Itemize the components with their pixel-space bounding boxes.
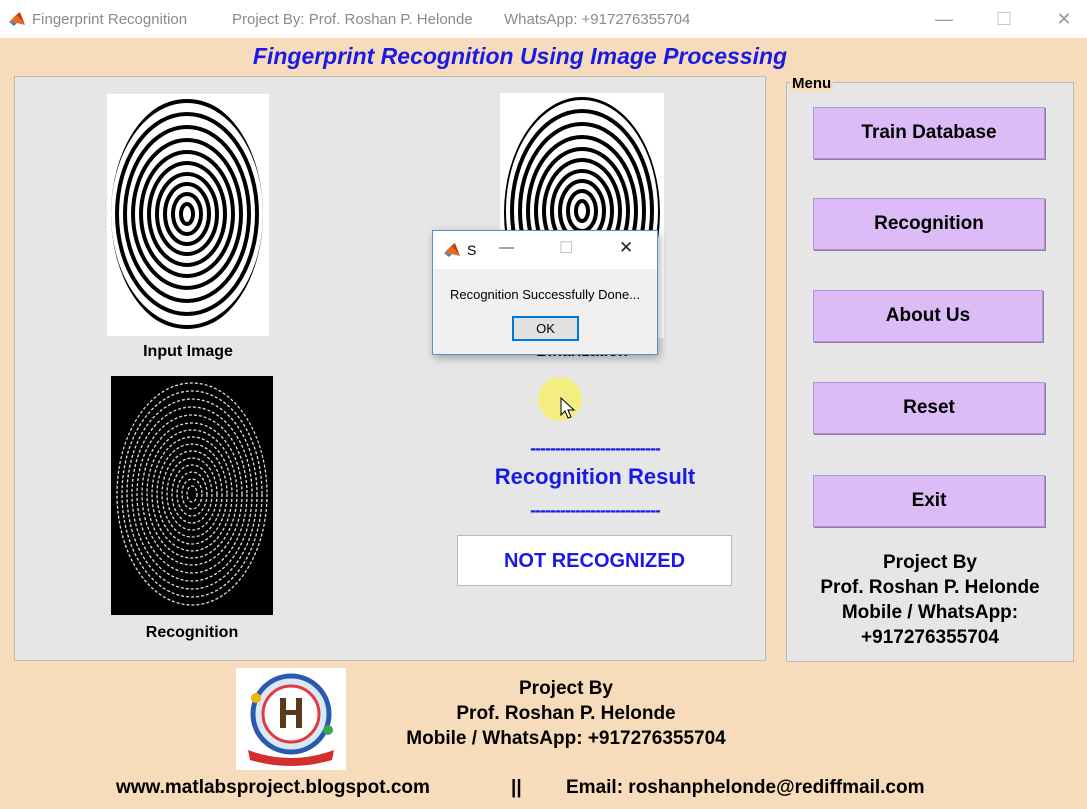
matlab-icon: [8, 10, 26, 28]
footer-credit-line3: Mobile / WhatsApp: +917276355704: [406, 728, 726, 749]
recognition-button[interactable]: Recognition: [813, 198, 1045, 250]
footer-credit-line2: Prof. Roshan P. Helonde: [456, 703, 676, 724]
menu-legend: Menu: [792, 75, 832, 92]
side-credit-line4: +917276355704: [861, 627, 999, 648]
dialog-close-icon[interactable]: ✕: [619, 238, 634, 257]
dialog-message: Recognition Successfully Done...: [449, 287, 641, 302]
train-database-button[interactable]: Train Database: [813, 107, 1045, 159]
dialog-title: S: [467, 242, 477, 258]
input-image-label: Input Image: [143, 343, 233, 360]
side-credit: [786, 550, 1074, 650]
footer-email: Email: roshanphelonde@rediffmail.com: [566, 777, 925, 798]
reset-button[interactable]: Reset: [813, 382, 1045, 434]
result-title: Recognition Result: [494, 464, 696, 489]
about-us-button[interactable]: About Us: [813, 290, 1043, 342]
dialog-maximize-icon[interactable]: ☐: [559, 240, 574, 257]
result-divider-bottom: --------------------------: [530, 500, 660, 520]
exit-button[interactable]: Exit: [813, 475, 1045, 527]
footer-separator: ||: [511, 777, 522, 798]
maximize-icon[interactable]: ☐: [995, 9, 1013, 29]
recognition-fingerprint-image: [111, 376, 273, 615]
minimize-icon[interactable]: —: [935, 9, 953, 29]
recognition-label: Recognition: [145, 624, 239, 641]
side-credit-line3: Mobile / WhatsApp:: [841, 602, 1019, 623]
window-whatsapp: WhatsApp: +917276355704: [504, 11, 691, 28]
mouse-pointer-icon: [560, 397, 576, 421]
author-logo: [236, 668, 346, 770]
page-title: Fingerprint Recognition Using Image Processing: [252, 43, 788, 69]
ok-button[interactable]: OK: [512, 316, 579, 341]
footer-credit-line1: Project By: [519, 678, 613, 699]
dialog-titlebar: [433, 231, 657, 269]
window-titlebar: [0, 0, 1087, 38]
footer-credit: [360, 676, 772, 751]
result-value: NOT RECOGNIZED: [457, 535, 732, 586]
window-title: Fingerprint Recognition: [32, 11, 188, 28]
side-credit-line2: Prof. Roshan P. Helonde: [820, 577, 1040, 598]
side-credit-line1: Project By: [883, 552, 977, 573]
close-icon[interactable]: ✕: [1056, 9, 1072, 29]
message-dialog: [432, 230, 658, 355]
footer-website: www.matlabsproject.blogspot.com: [116, 777, 430, 798]
input-fingerprint-image: [107, 94, 269, 336]
result-divider-top: --------------------------: [530, 438, 660, 458]
dialog-minimize-icon[interactable]: —: [499, 239, 514, 256]
matlab-icon: [443, 241, 461, 259]
window-project-by: Project By: Prof. Roshan P. Helonde: [232, 11, 473, 28]
